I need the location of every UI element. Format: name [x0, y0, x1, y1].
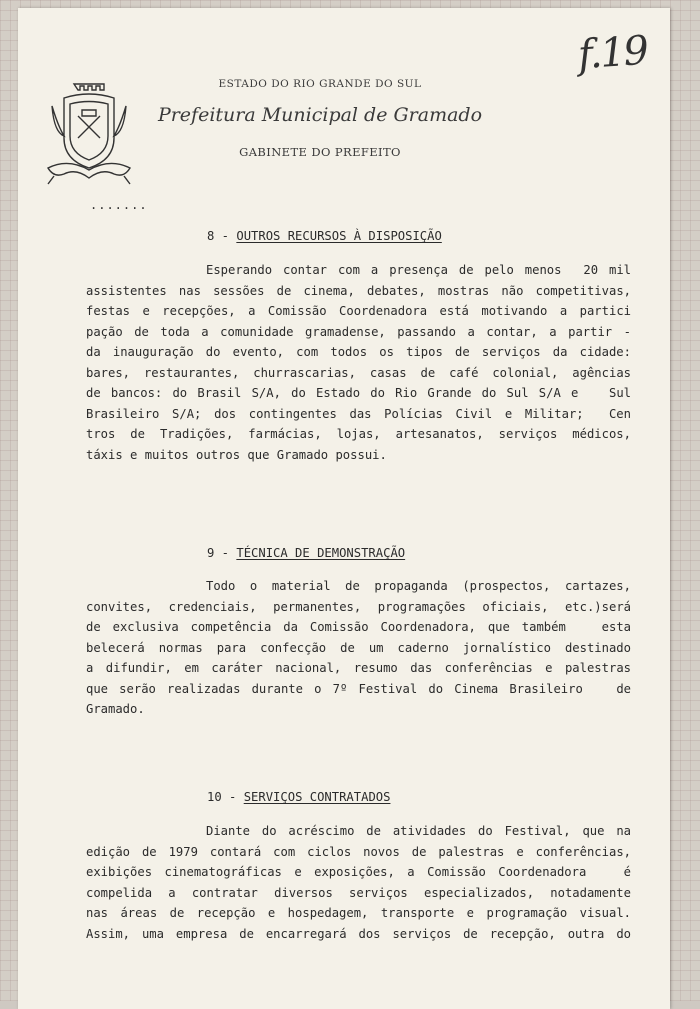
- text-line: pação de toda a comunidade gramadense, passando a contar, a partir -: [86, 324, 631, 339]
- text-line: da inauguração do evento, com todos os tipos de serviços da cidade:: [86, 345, 631, 359]
- text-line: Assim, uma empresa de encarregará dos serviços de recepção, outra do: [86, 926, 631, 941]
- section-number: 10 -: [207, 790, 237, 804]
- text-line: a difundir, em caráter nacional, resumo das conferências e palestras: [86, 661, 631, 675]
- text-line: bares, restaurantes, churrascarias, casas de café colonial, agências: [86, 365, 631, 380]
- folio-number: f.19: [576, 27, 649, 79]
- section-heading: [207, 790, 390, 804]
- section-heading: [207, 229, 442, 243]
- section-heading: [207, 546, 405, 560]
- text-line: assistentes nas sessões de cinema, debates, mostras não competitivas,: [86, 283, 631, 298]
- text-line: Esperando contar com a presença de pelo menos 20 mil: [206, 263, 631, 277]
- text-line: exibições cinematográficas e exposições, a Comissão Coordenadora é: [86, 865, 631, 879]
- text-line: belecerá normas para confecção de um caderno jornalístico destinado: [86, 640, 631, 655]
- section-number: 9 -: [207, 546, 230, 560]
- coat-of-arms-icon: [44, 76, 134, 188]
- prefeitura-header: Prefeitura Municipal de Gramado: [157, 104, 483, 126]
- section-title: SERVIÇOS CONTRATADOS: [243, 790, 391, 804]
- section-body: [86, 576, 631, 720]
- text-line: Gramado.: [86, 702, 145, 716]
- gabinete-header: GABINETE DO PREFEITO: [239, 145, 401, 159]
- text-line: Brasileiro S/A; dos contingentes das Polícias Civil e Militar; Cen: [86, 406, 631, 421]
- text-line: nas áreas de recepção e hospedagem, transporte e programação visual.: [86, 906, 631, 920]
- state-header: ESTADO DO RIO GRANDE DO SUL: [218, 78, 422, 90]
- section-body: [86, 260, 631, 465]
- text-line: de bancos: do Brasil S/A, do Estado do Rio Grande do Sul S/A e Sul: [86, 386, 631, 400]
- section-title: TÉCNICA DE DEMONSTRAÇÃO: [236, 546, 406, 560]
- text-line: festas e recepções, a Comissão Coordenadora está motivando a partici: [86, 304, 631, 318]
- text-line: tros de Tradições, farmácias, lojas, artesanatos, serviços médicos,: [86, 427, 631, 441]
- text-line: Todo o material de propaganda (prospectos, cartazes,: [206, 579, 631, 593]
- section-number: 8 -: [207, 229, 230, 243]
- text-line: táxis e muitos outros que Gramado possui.: [86, 447, 387, 462]
- text-line: edição de 1979 contará com ciclos novos de palestras e conferências,: [86, 844, 631, 859]
- separator-dots: .......: [90, 198, 148, 212]
- section-body: [86, 821, 631, 944]
- text-line: convites, credenciais, permanentes, programações oficiais, etc.)será: [86, 599, 631, 614]
- text-line: de exclusiva competência da Comissão Coordenadora, que também esta: [86, 620, 631, 634]
- text-line: Diante do acréscimo de atividades do Festival, que na: [206, 824, 631, 838]
- section-title: OUTROS RECURSOS À DISPOSIÇÃO: [236, 229, 442, 243]
- text-line: que serão realizadas durante o 7º Festival do Cinema Brasileiro de: [86, 681, 631, 696]
- text-line: compelida a contratar diversos serviços especializados, notadamente: [86, 885, 631, 900]
